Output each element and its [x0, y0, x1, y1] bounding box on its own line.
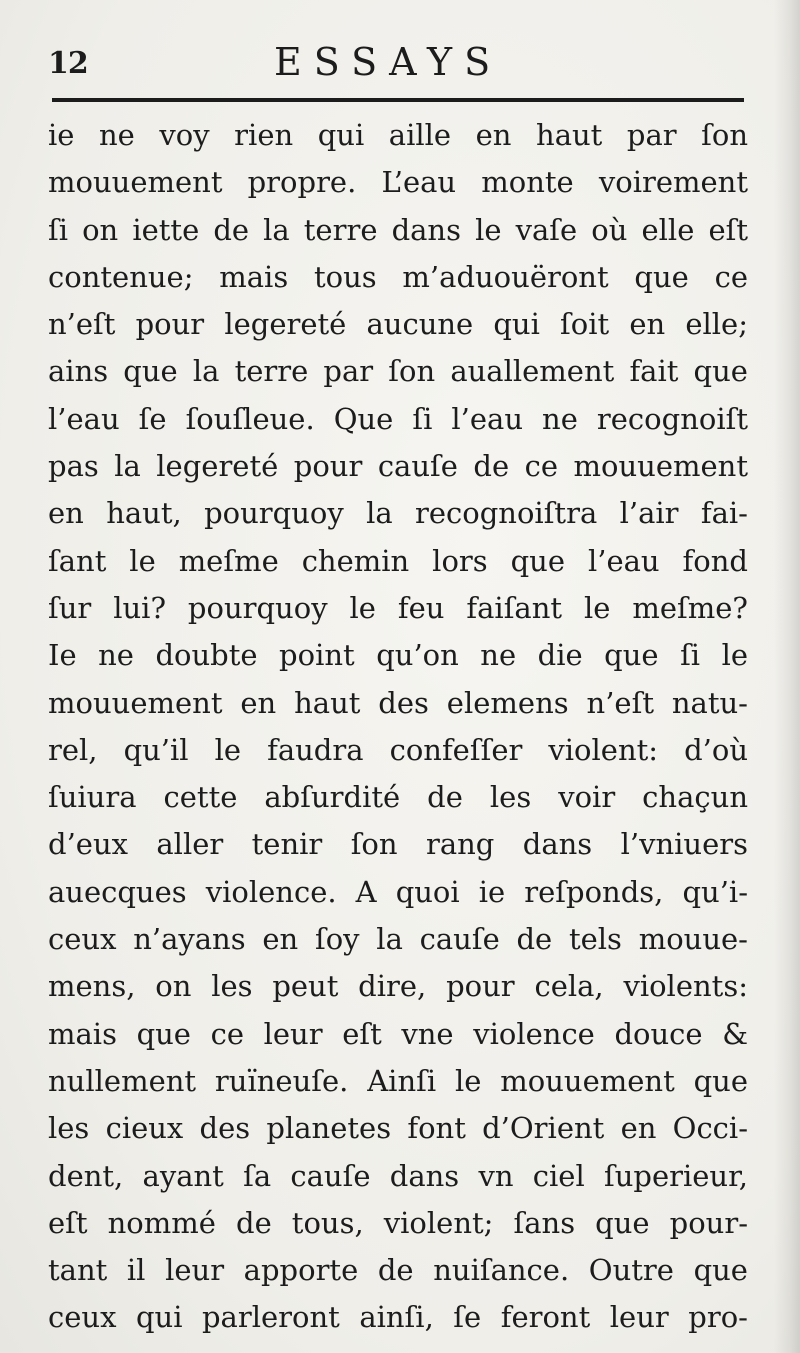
text-line: pas la legereté pour cauſe de ce mouuement — [48, 449, 748, 484]
page-number: 12 — [48, 46, 88, 81]
text-line: ceux n’ayans en ſoy la cauſe de tels mouue- — [48, 922, 748, 957]
spine-shadow — [774, 0, 800, 1353]
text-line: en haut, pourquoy la recognoiſtra l’air fai- — [48, 496, 748, 531]
text-line: mouuement en haut des elemens n’eſt natu- — [48, 685, 748, 720]
text-line: ie ne voy rien qui aille en haut par ſon — [48, 118, 749, 152]
text-line: contenue; mais tous m’aduouëront que ce — [48, 259, 748, 294]
text-line: mais que ce leur eſt vne violence douce & — [48, 1016, 749, 1051]
running-title: ESSAYS — [274, 40, 503, 84]
text-line: ſur lui? pourquoy le feu faiſant le meſme? — [48, 590, 748, 625]
text-line: n’eſt pour legereté aucune qui ſoit en elle; — [48, 307, 748, 342]
text-line: les cieux des planetes font d’Orient en Occi- — [48, 1111, 748, 1146]
text-line: ains que la terre par ſon auallement fait que — [48, 354, 748, 389]
text-line: mouuement propre. L’eau monte voirement — [48, 165, 748, 200]
text-line: Ie ne doubte point qu’on ne die que ſi le — [48, 638, 749, 673]
text-line: nullement ruïneuſe. Ainſi le mouuement que — [48, 1063, 749, 1098]
text-line: dent, ayant ſa cauſe dans vn ciel ſuperieur, — [48, 1158, 749, 1193]
running-header — [48, 38, 748, 88]
text-line: d’eux aller tenir ſon rang dans l’vniuers — [48, 827, 749, 862]
text-line: ceux qui parleront ainſi, ſe feront leur pro- — [48, 1300, 748, 1335]
body-text — [48, 112, 748, 1342]
text-line: ſant le meſme chemin lors que l’eau fond — [48, 543, 748, 578]
text-line: rel, qu’il le faudra confeſſer violent: d’où — [48, 732, 749, 767]
text-line: tant il leur apporte de nuiſance. Outre que — [48, 1253, 748, 1288]
text-line: l’eau ſe ſouſleue. Que ſi l’eau ne recognoiſt — [48, 401, 748, 436]
text-line: eſt nommé de tous, violent; ſans que pour- — [48, 1205, 749, 1240]
header-rule — [52, 98, 744, 102]
text-line: mens, on les peut dire, pour cela, violents: — [48, 969, 748, 1004]
text-line: ſuiura cette abſurdité de les voir chaçun — [48, 780, 748, 815]
text-line: ſi on iette de la terre dans le vaſe où elle eſt — [48, 212, 748, 247]
text-line: auecques violence. A quoi ie reſponds, qu’i- — [48, 874, 748, 909]
